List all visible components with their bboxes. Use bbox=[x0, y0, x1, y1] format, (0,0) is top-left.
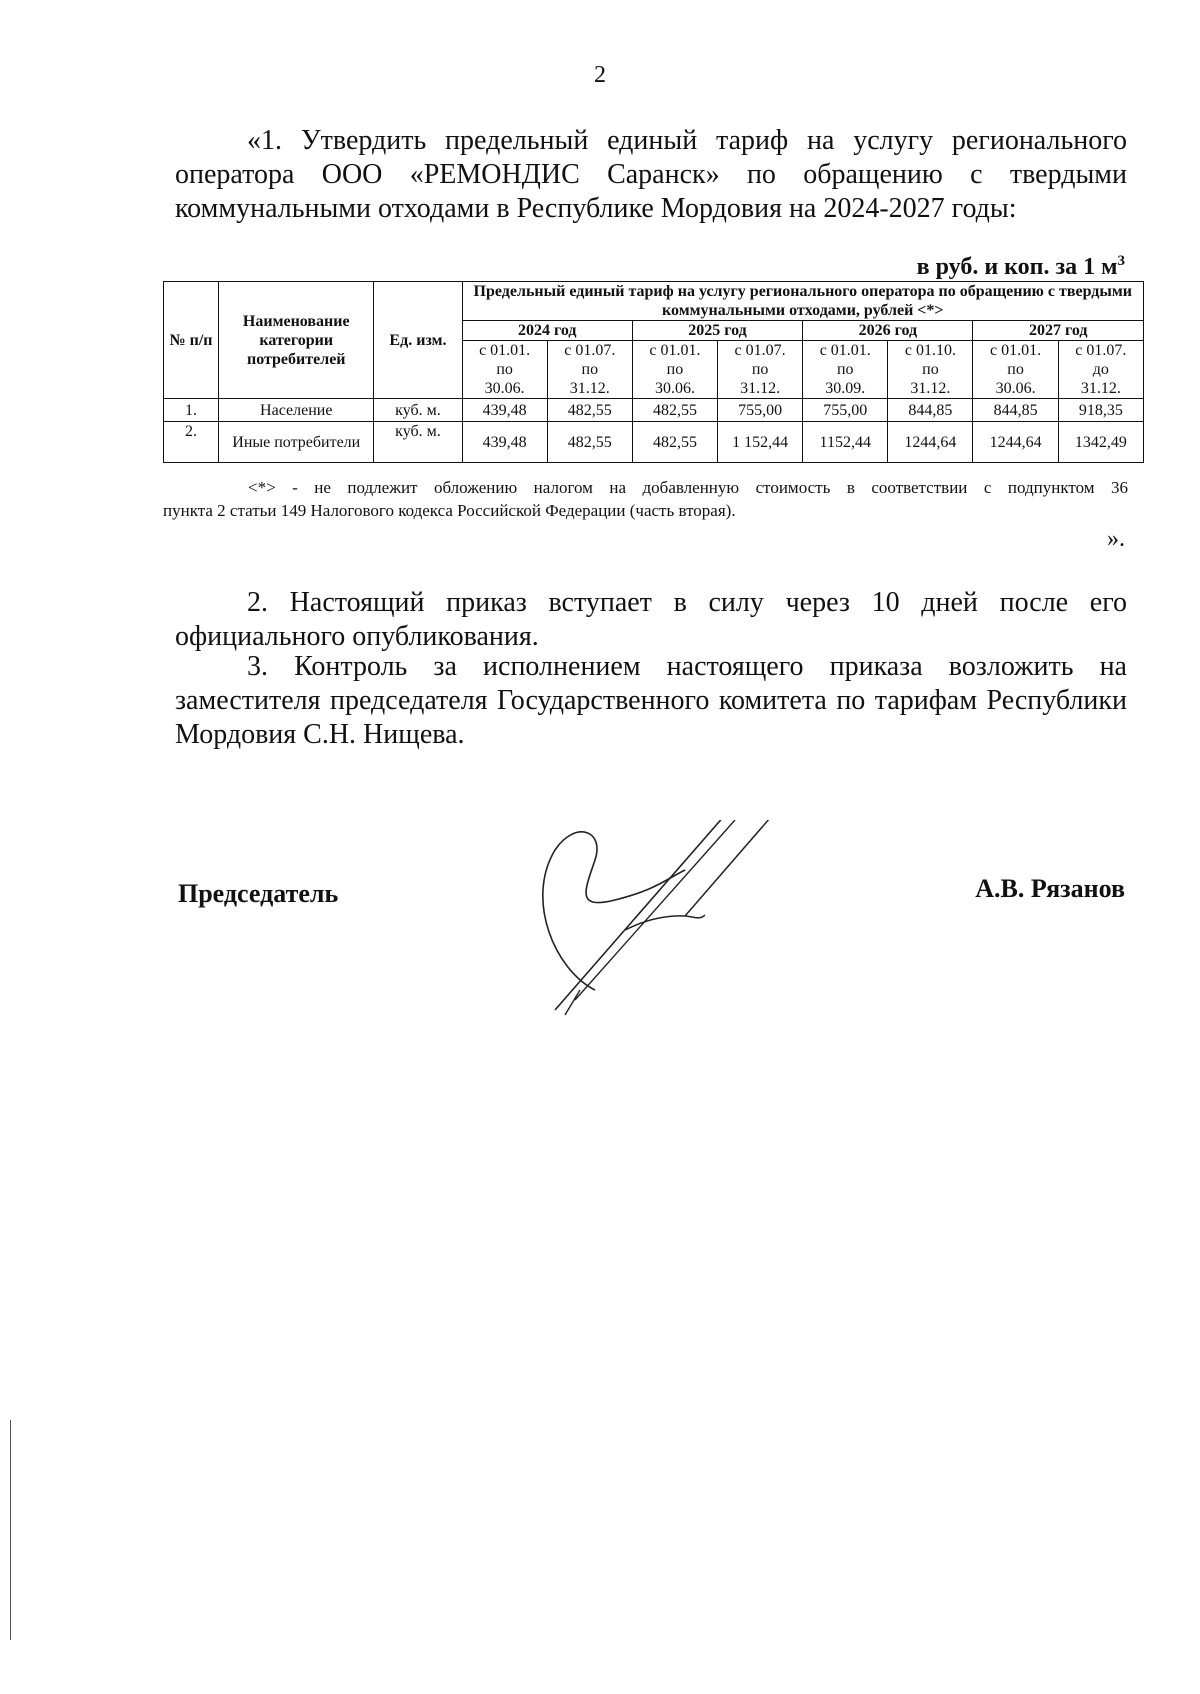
row-number: 1. bbox=[164, 399, 219, 422]
period-prep: по bbox=[836, 361, 854, 378]
period-to: 30.06. bbox=[995, 380, 1036, 397]
row-category: Население bbox=[219, 399, 374, 422]
period-prep: по bbox=[496, 361, 513, 378]
period-to: 30.06. bbox=[654, 380, 695, 397]
header-tariff-group: Предельный единый тариф на услугу регионального оператора по обращению с твердыми коммунальными отходами, рублей <*> bbox=[462, 282, 1143, 321]
paragraph-2: 2. Настоящий приказ вступает в силу через 10 дней после его официального опубликования. bbox=[175, 587, 1127, 652]
period-from: с 01.10. bbox=[904, 342, 956, 359]
period-to: 31.12. bbox=[740, 380, 781, 397]
paragraph-1-line-3: коммунальными отходами в Республике Мордовия на 2024-2027 годы: bbox=[175, 193, 1017, 224]
tariff-value: 918,35 bbox=[1058, 399, 1143, 422]
period-header-8 bbox=[1058, 341, 1143, 399]
tariff-value: 482,55 bbox=[632, 422, 717, 463]
tariff-value: 1 152,44 bbox=[718, 422, 803, 463]
tariff-value: 1244,64 bbox=[973, 422, 1058, 463]
period-to: 31.12. bbox=[1080, 380, 1121, 397]
period-from: с 01.01. bbox=[819, 342, 871, 359]
period-header-1 bbox=[462, 341, 547, 399]
period-prep: по bbox=[581, 361, 599, 378]
row-unit: куб. м. bbox=[374, 422, 462, 463]
tariff-value: 844,85 bbox=[888, 399, 973, 422]
tariff-value: 755,00 bbox=[718, 399, 803, 422]
period-header-4 bbox=[718, 341, 803, 399]
closing-quote: ». bbox=[1107, 526, 1125, 552]
tariff-value: 482,55 bbox=[547, 422, 632, 463]
period-from: с 01.01. bbox=[990, 342, 1042, 359]
row-unit: куб. м. bbox=[374, 399, 462, 422]
handwritten-signature bbox=[535, 820, 855, 1030]
header-year-2025: 2025 год bbox=[632, 321, 802, 341]
tariff-value: 1342,49 bbox=[1058, 422, 1143, 463]
period-from: с 01.07. bbox=[734, 342, 786, 359]
header-year-2026: 2026 год bbox=[803, 321, 973, 341]
scan-margin-mark bbox=[10, 1420, 15, 1640]
table-row bbox=[164, 399, 1144, 422]
header-year-2024: 2024 год bbox=[462, 321, 632, 341]
period-header-2 bbox=[547, 341, 632, 399]
tariff-value: 755,00 bbox=[803, 399, 888, 422]
tariff-value: 482,55 bbox=[632, 399, 717, 422]
period-from: с 01.01. bbox=[649, 342, 701, 359]
footnote bbox=[163, 476, 1128, 522]
units-superscript: 3 bbox=[1117, 253, 1125, 269]
tariff-value: 1244,64 bbox=[888, 422, 973, 463]
header-unit: Ед. изм. bbox=[374, 282, 462, 399]
tariff-value: 482,55 bbox=[547, 399, 632, 422]
paragraph-3: 3. Контроль за исполнением настоящего приказа возложить на заместителя председателя Государственного комитета по тарифам Республики Мордовия С.Н. Нищева. bbox=[175, 651, 1127, 750]
row-category: Иные потребители bbox=[219, 422, 374, 463]
tariff-table bbox=[163, 281, 1144, 463]
units-label-text: в руб. и коп. за 1 м bbox=[916, 254, 1118, 280]
period-header-6 bbox=[888, 341, 973, 399]
paragraph-1-line-2: оператора ООО «РЕМОНДИС Саранск» по обращению с твердыми bbox=[175, 159, 1127, 190]
tariff-value: 439,48 bbox=[462, 422, 547, 463]
tariff-value: 1152,44 bbox=[803, 422, 888, 463]
period-to: 31.12. bbox=[569, 380, 610, 397]
period-to: 31.12. bbox=[910, 380, 951, 397]
period-prep: до bbox=[1092, 361, 1109, 378]
period-prep: по bbox=[666, 361, 684, 378]
table-row bbox=[164, 422, 1144, 463]
period-header-7 bbox=[973, 341, 1058, 399]
period-from: с 01.07. bbox=[564, 342, 616, 359]
period-to: 30.06. bbox=[484, 380, 525, 397]
period-header-3 bbox=[632, 341, 717, 399]
header-category: Наименование категории потребителей bbox=[219, 282, 374, 399]
header-no: № п/п bbox=[164, 282, 219, 399]
units-label bbox=[917, 253, 1125, 281]
tariff-value: 844,85 bbox=[973, 399, 1058, 422]
period-prep: по bbox=[922, 361, 939, 378]
header-year-2027: 2027 год bbox=[973, 321, 1144, 341]
footnote-line-1: <*> - не подлежит обложению налогом на добавленную стоимость в соответствии с подпунктом 36 bbox=[248, 478, 1128, 497]
period-header-5 bbox=[803, 341, 888, 399]
period-prep: по bbox=[751, 361, 769, 378]
signatory-name: А.В. Рязанов bbox=[975, 874, 1125, 903]
footnote-line-2: пункта 2 статьи 149 Налогового кодекса Российской Федерации (часть вторая). bbox=[163, 501, 736, 520]
page-number: 2 bbox=[594, 62, 606, 88]
table-body bbox=[164, 399, 1144, 463]
signatory-role: Председатель bbox=[178, 879, 339, 908]
period-to: 30.09. bbox=[825, 380, 866, 397]
paragraph-1 bbox=[175, 124, 1127, 226]
tariff-value: 439,48 bbox=[462, 399, 547, 422]
period-from: с 01.01. bbox=[479, 342, 531, 359]
period-from: с 01.07. bbox=[1075, 342, 1127, 359]
paragraph-1-line-1: «1. Утвердить предельный единый тариф на услугу регионального bbox=[247, 125, 1127, 156]
period-prep: по bbox=[1007, 361, 1024, 378]
row-number: 2. bbox=[164, 422, 219, 463]
